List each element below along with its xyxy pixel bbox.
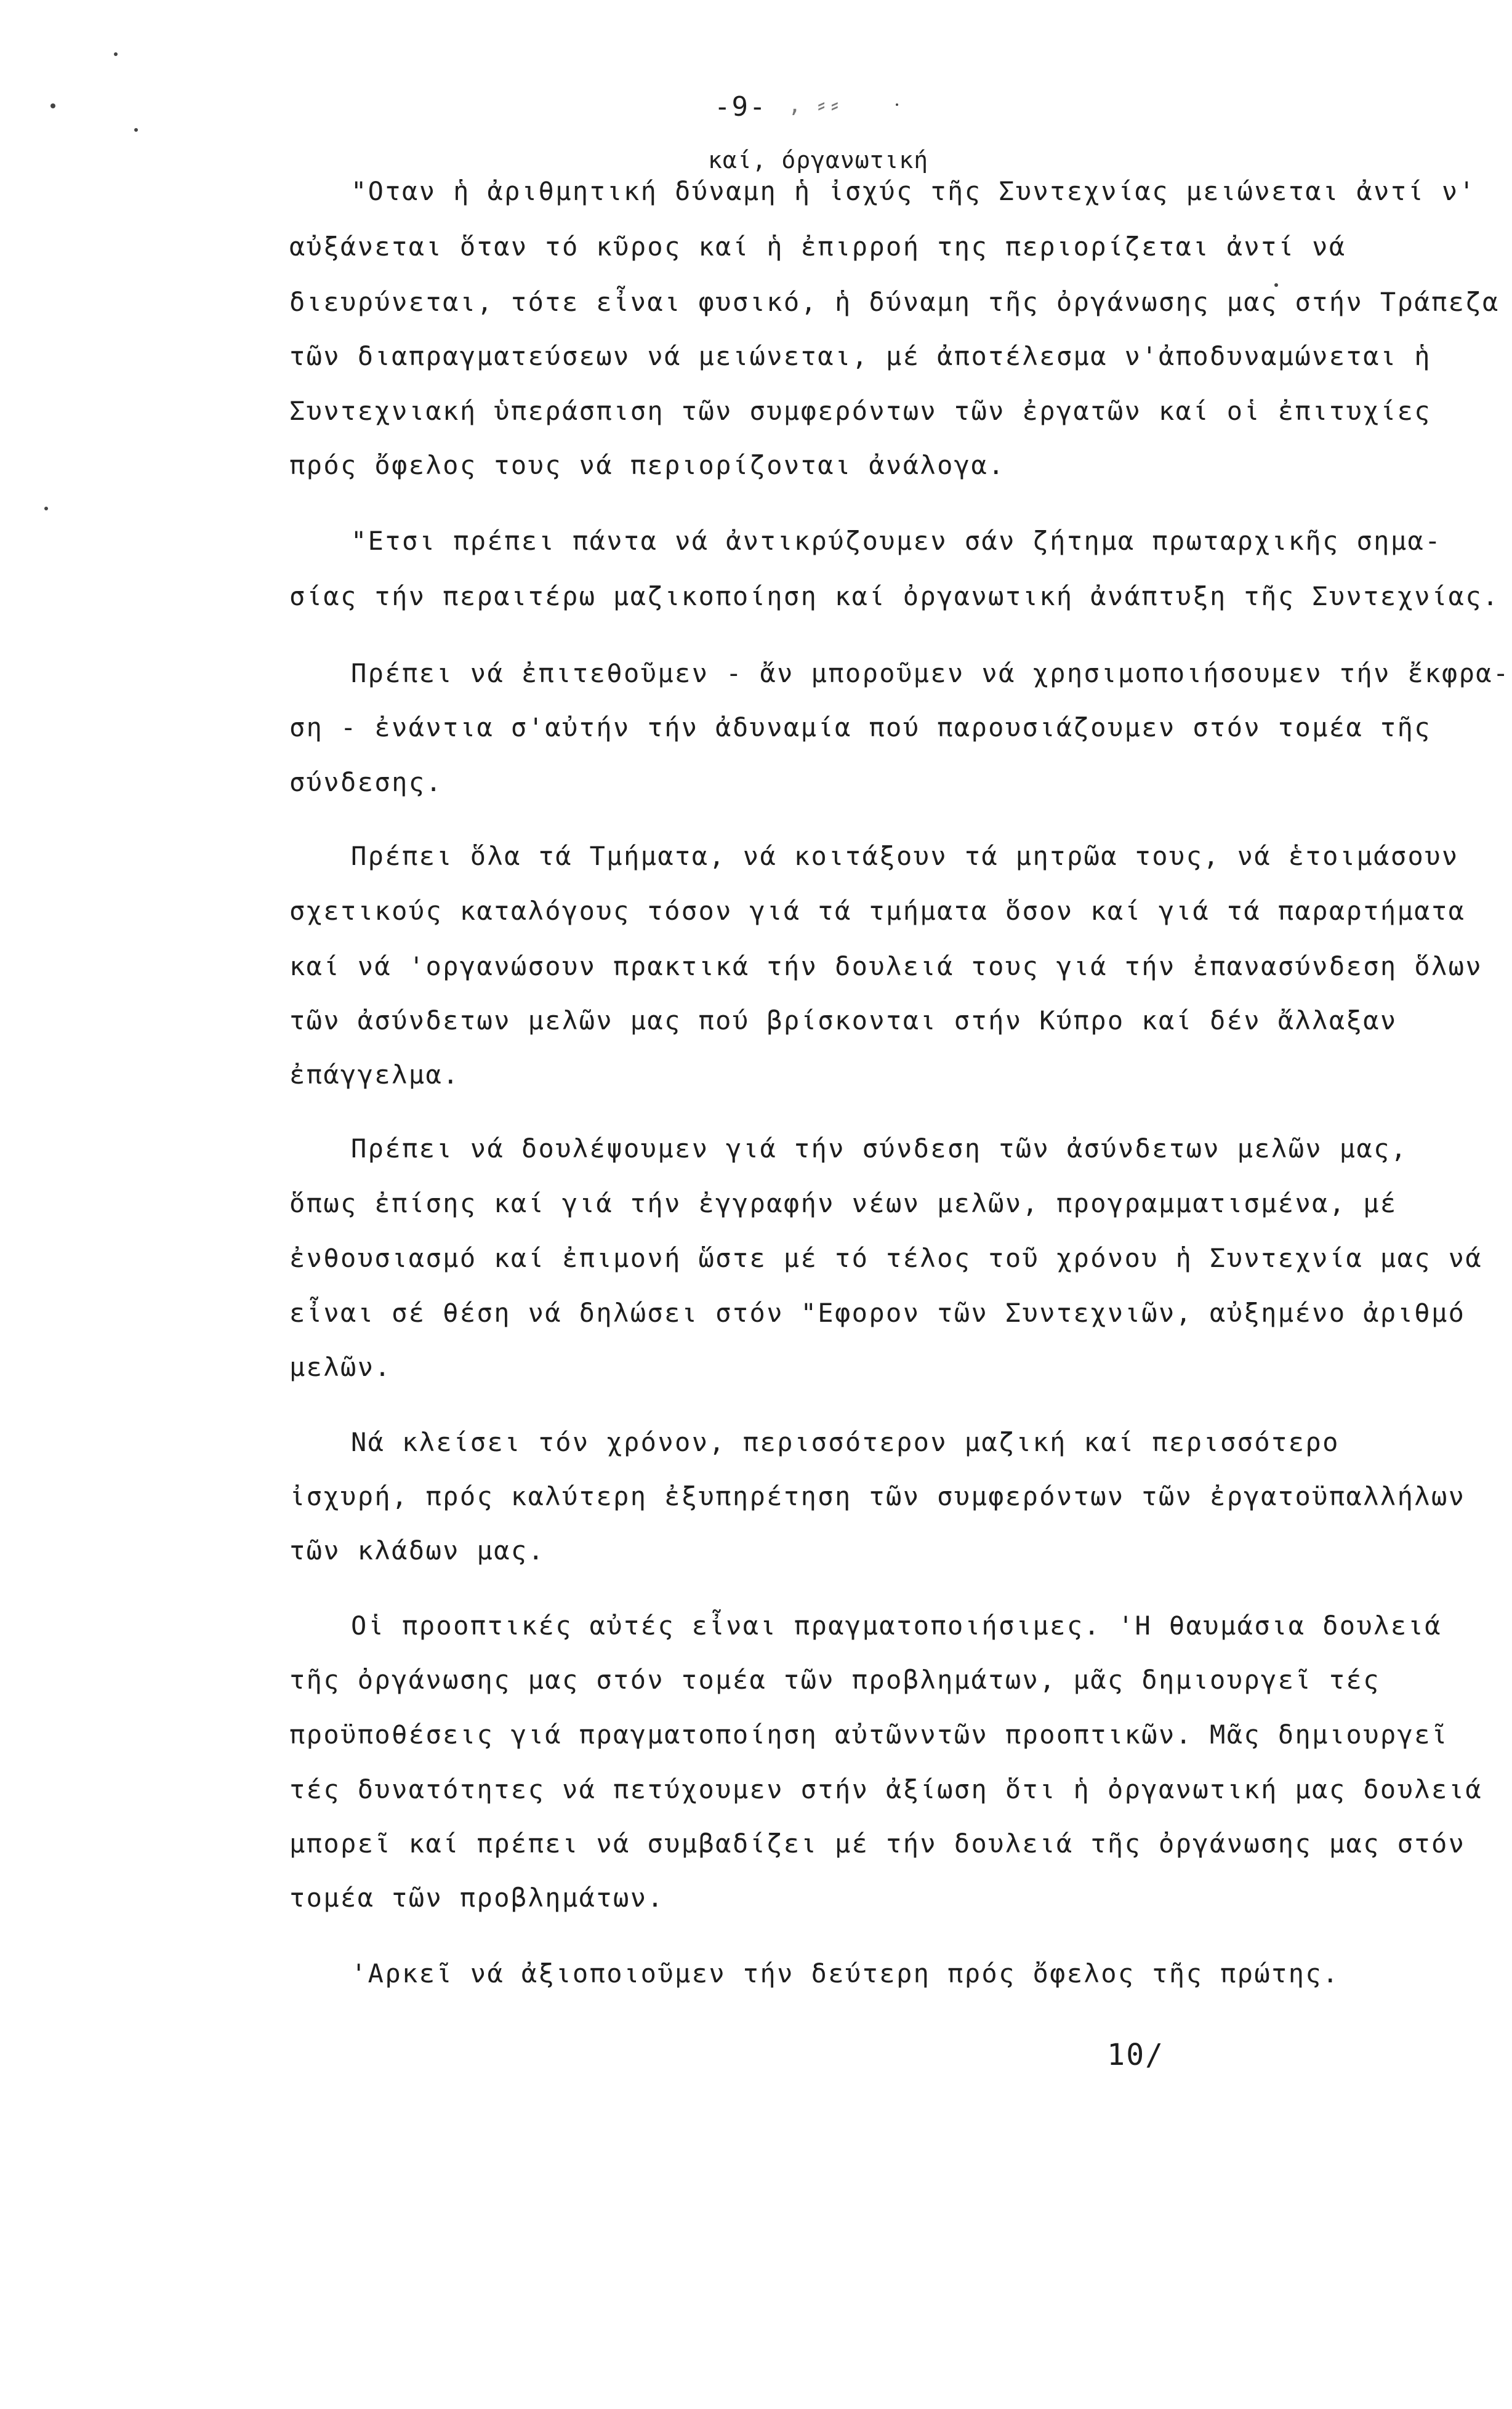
continuation-page-marker: 10/ — [1107, 2038, 1164, 2072]
text-line: ἐπάγγελμα. — [289, 1060, 460, 1090]
text-line: Οἱ προοπτικές αὐτές εἶναι πραγματοποιήσιμες. 'Η θαυμάσια δουλειά — [351, 1611, 1442, 1641]
page-number: -9- — [714, 91, 767, 123]
scan-speck — [896, 103, 898, 106]
text-line: Νά κλείσει τόν χρόνον, περισσότερον μαζική καί περισσότερο — [351, 1427, 1340, 1457]
text-line: καί νά 'οργανώσουν πρακτικά τήν δουλειά τους γιά τήν ἐπανασύνδεση ὅλων — [289, 951, 1483, 981]
text-line: Πρέπει νά ἐπιτεθοῦμεν - ἄν μποροῦμεν νά χρησιμοποιήσουμεν τήν ἔκφρα- — [351, 658, 1510, 688]
text-line: προϋποθέσεις γιά πραγματοποίηση αὐτῶνντῶν προοπτικῶν. Μᾶς δημιουργεῖ — [289, 1719, 1449, 1750]
text-line: Πρέπει νά δουλέψουμεν γιά τήν σύνδεση τῶν ἀσύνδετων μελῶν μας, — [351, 1133, 1408, 1164]
text-line: ἐνθουσιασμό καί ἐπιμονή ὥστε μέ τό τέλος τοῦ χρόνου ἡ Συντεχνία μας νά — [289, 1243, 1483, 1273]
text-line: μελῶν. — [289, 1352, 392, 1382]
text-line: "Οταν ἡ ἀριθμητική δύναμη ἡ ἰσχύς τῆς Συντεχνίας μειώνεται ἀντί ν' — [351, 176, 1476, 206]
text-line: τῆς ὀργάνωσης μας στόν τομέα τῶν προβλημάτων, μᾶς δημιουργεῖ τές — [289, 1665, 1380, 1695]
text-line: διευρύνεται, τότε εἶναι φυσικό, ἡ δύναμη τῆς ὀργάνωσης μας στήν Τράπεζα — [289, 287, 1500, 317]
text-line: τῶν διαπραγματεύσεων νά μειώνεται, μέ ἀποτέλεσμα ν'ἀποδυναμώνεται ἡ — [289, 341, 1431, 371]
text-line: "Ετσι πρέπει πάντα νά ἀντικρύζουμεν σάν ζήτημα πρωταρχικῆς σημα- — [351, 526, 1442, 556]
text-line: μπορεῖ καί πρέπει νά συμβαδίζει μέ τήν δουλειά τῆς ὀργάνωσης μας στόν — [289, 1828, 1466, 1859]
text-line: ση - ἐνάντια σ'αὐτήν τήν ἀδυναμία πού παρουσιάζουμεν στόν τομέα τῆς — [289, 712, 1431, 742]
handwritten-insertion: καί, όργανωτική — [708, 147, 929, 174]
text-line: τομέα τῶν προβλημάτων. — [289, 1883, 665, 1913]
text-line: πρός ὄφελος τους νά περιορίζονται ἀνάλογα. — [289, 450, 1005, 480]
text-line: εἶναι σέ θέση νά δηλώσει στόν "Εφορον τῶν Συντεχνιῶν, αὐξημένο ἀριθμό — [289, 1298, 1466, 1328]
scan-speck — [114, 52, 118, 56]
text-line: σύνδεσης. — [289, 767, 443, 797]
scan-speck — [50, 103, 55, 108]
text-line: Συντεχνιακή ὑπεράσπιση τῶν συμφερόντων τῶν ἐργατῶν καί οἱ ἐπιτυχίες — [289, 396, 1431, 426]
text-line: ἰσχυρή, πρός καλύτερη ἐξυπηρέτηση τῶν συμφερόντων τῶν ἐργατοϋπαλλήλων — [289, 1481, 1466, 1511]
text-line: αὐξάνεται ὅταν τό κῦρος καί ἡ ἐπιρροή της περιορίζεται ἀντί νά — [289, 231, 1346, 262]
text-line: σίας τήν περαιτέρω μαζικοποίηση καί ὀργανωτική ἀνάπτυξη τῆς Συντεχνίας. — [289, 581, 1500, 611]
stray-marks: , ⸗⸗ — [788, 92, 842, 118]
text-line: Πρέπει ὅλα τά Τμήματα, νά κοιτάξουν τά μητρῶα τους, νά ἑτοιμάσουν — [351, 841, 1459, 871]
text-line: τές δυνατότητες νά πετύχουμεν στήν ἀξίωση ὅτι ἡ ὀργανωτική μας δουλειά — [289, 1774, 1483, 1804]
scan-speck — [44, 507, 48, 510]
text-line: ὅπως ἐπίσης καί γιά τήν ἐγγραφήν νέων μελῶν, προγραμματισμένα, μέ — [289, 1188, 1397, 1218]
scan-speck — [134, 128, 138, 132]
text-line: τῶν ἀσύνδετων μελῶν μας πού βρίσκονται στήν Κύπρο καί δέν ἄλλαξαν — [289, 1005, 1397, 1036]
text-line: σχετικούς καταλόγους τόσον γιά τά τμήματα ὅσον καί γιά τά παραρτήματα — [289, 896, 1466, 926]
text-line: τῶν κλάδων μας. — [289, 1535, 545, 1566]
text-line: 'Αρκεῖ νά ἀξιοποιοῦμεν τήν δεύτερη πρός ὄφελος τῆς πρώτης. — [351, 1958, 1340, 1989]
